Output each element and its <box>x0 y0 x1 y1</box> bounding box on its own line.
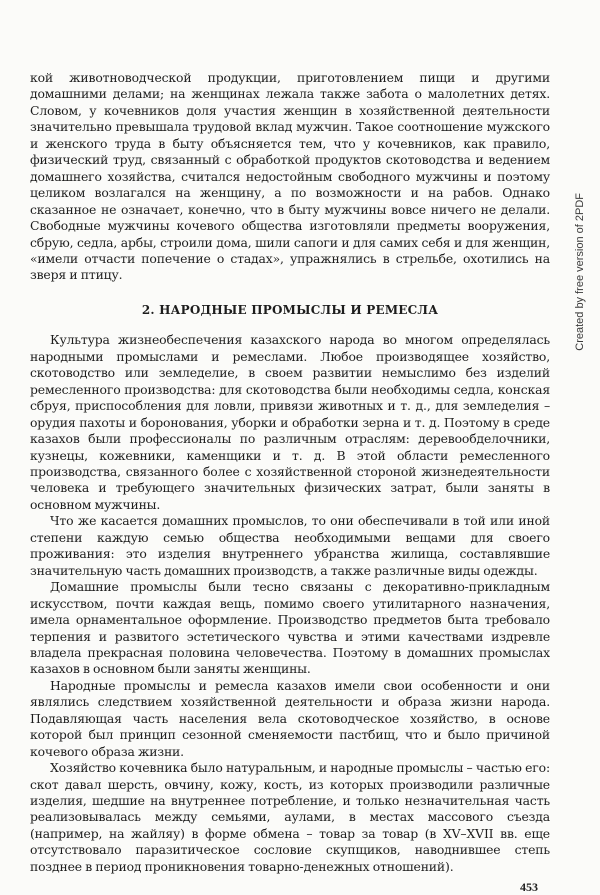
body-paragraph: Домашние промыслы были тесно связаны с декоративно-прикладным искусством, почти каждая вещь, помимо своего утилитарного назначения, имела орнаментальное оформление. Производство предметов быта требовало терпения и развитого эстетического чувства и этими качествами издревле владела прекрасная половина человечества. Поэтому в домашних промыслах казахов в основном были заняты женщины. <box>30 579 550 677</box>
body-paragraph: Культура жизнеобеспечения казахского народа во многом определялась народными промыслами и ремеслами. Любое производящее хозяйство, скотоводство или земледелие, в своем развитии немыслимо без изделий ремесленного производства: для скотоводства были необходимы седла, конская сбруя, приспособления для ловли, привязи животных и т. д., для земледелия – орудия пахоты и боронования, уборки и обработки зерна и т. д. Поэтому в среде казахов были профессионалы по различным отраслям: деревообделочники, кузнецы, кожевники, каменщики и т. д. В этой области ремесленного производства, связанного более с хозяйственной стороной жизнедеятельности человека и требующего значительных физических затрат, были заняты в основном мужчины. <box>30 332 550 512</box>
body-paragraph: Что же касается домашних промыслов, то они обеспечивали в той или иной степени каждую семью общества необходимыми вещами для своего проживания: это изделия внутреннего убранства жилища, составлявшие значительную часть домашних производств, а также различные виды одежды. <box>30 513 550 578</box>
page-number: 453 <box>520 880 538 894</box>
intro-paragraph: кой животноводческой продукции, приготовлением пищи и другими домашними делами; на женщинах лежала также забота о малолетних детях. Словом, у кочевников доля участия женщин в хозяйственной деятельности значительно превышала трудовой вклад мужчин. Такое соотношение мужского и женского труда в быту объясняется тем, что у кочевников, как правило, физический труд, связанный с обработкой продуктов скотоводства и ведением домашнего хозяйства, считался недостойным свободного мужчины и поэтому целиком возлагался на женщину, а по возможности и на рабов. Однако сказанное не означает, конечно, что в быту мужчины вовсе ничего не делали. Свободные мужчины кочевого общества изготовляли предметы вооружения, сбрую, седла, арбы, строили дома, шили сапоги и для самих себя и для женщин, «имели отчасти попечение о стадах», упражнялись в стрельбе, охотились на зверя и птицу. <box>30 70 550 283</box>
section-heading: 2. НАРОДНЫЕ ПРОМЫСЛЫ И РЕМЕСЛА <box>141 302 439 317</box>
watermark-text: Created by free version of 2PDF <box>574 193 586 351</box>
page-text <box>30 70 550 875</box>
body-paragraph: Народные промыслы и ремесла казахов имели свои особенности и они являлись следствием хозяйственной деятельности и образа жизни народа. Подавляющая часть населения вела скотоводческое хозяйство, в основе которой был принцип сезонной сменяемости пастбищ, что и было причиной кочевого образа жизни. <box>30 677 550 759</box>
body-paragraph: Хозяйство кочевника было натуральным, и народные промыслы – частью его: скот давал шерсть, овчину, кожу, кость, из которых производили различные изделия, шедшие на внутреннее потребление, и только незначительная часть реализовывалась между семьями, аулами, в местах массового съезда (например, на жайляу) в форме обмена – товар за товар (в XV–XVII вв. еще отсутствовало паразитическое сословие скупщиков, наводнившее степь позднее в период проникновения товарно-денежных отношений). <box>30 760 550 874</box>
